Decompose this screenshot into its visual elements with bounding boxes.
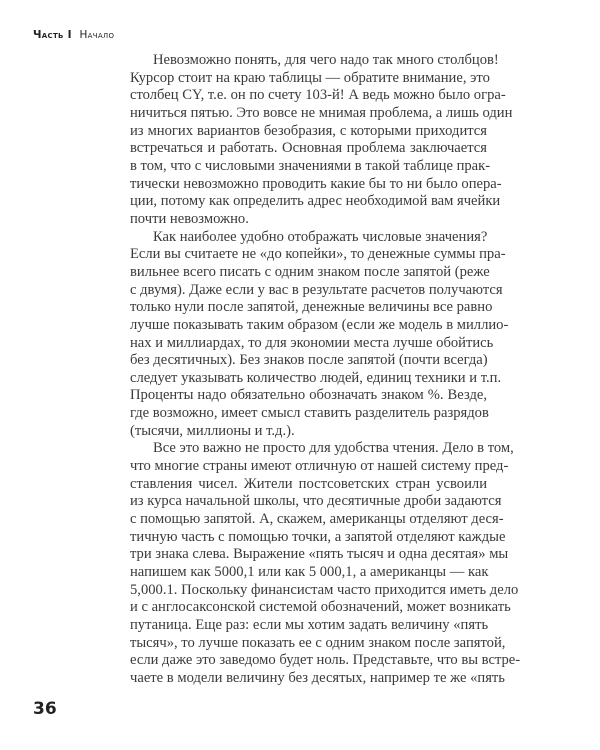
text-line: без десятичных). Без знаков после запятой (почти всегда): [130, 352, 488, 369]
text-line: (тысячи, миллионы и т.д.).: [130, 422, 295, 439]
text-line: ставления чисел. Жители постсоветских стран усвоили: [130, 475, 487, 492]
text-line: Проценты надо обязательно обозначать знаком %. Везде,: [130, 387, 487, 404]
paragraph: [130, 52, 513, 229]
text-line: Курсор стоит на краю таблицы — обратите внимание, это: [130, 69, 490, 86]
text-line: с помощью запятой. А, скажем, американцы отделяют деся-: [130, 511, 504, 528]
text-line: столбец CY, т.е. он по счету 103-й! А ведь можно было огра-: [130, 87, 506, 104]
part-label: Часть I: [33, 29, 72, 41]
text-line: Если вы считаете не «до копейки», то денежные суммы пра-: [130, 246, 506, 263]
text-line: путаница. Еще раз: если мы хотим задать величину «пять: [130, 617, 489, 633]
text-line: напишем как 5000,1 или как 5 000,1, а американцы — как: [130, 564, 489, 581]
paragraph: [130, 228, 509, 441]
text-line: тически невозможно проводить какие бы то ни было опера-: [130, 175, 502, 192]
text-line: Невозможно понять, для чего надо так много столбцов!: [153, 52, 499, 68]
text-line: 5,000.1. Поскольку финансистам часто приходится иметь дело: [130, 581, 519, 598]
text-line: чаете в модели величину без десятых, например те же «пять: [130, 669, 505, 686]
text-line: следует указывать количество людей, единиц техники и т.п.: [130, 369, 502, 386]
text-line: тысяч», то лучше показать ее с одним знаком после запятой,: [130, 634, 506, 651]
text-line: три знака слева. Выражение «пять тысяч и одна десятая» мы: [130, 546, 509, 563]
text-line: только нули после запятой, денежные величины все равно: [130, 299, 493, 316]
text-line: из многих вариантов безобразия, с которыми приходится: [130, 122, 487, 139]
text-line: вильнее всего писать с одним знаком после запятой (реже: [130, 263, 490, 280]
body-text: [130, 52, 521, 688]
text-line: встречаться и работать. Основная проблема заключается: [130, 140, 487, 157]
text-line: Как наиболее удобно отображать числовые значения?: [153, 228, 488, 245]
text-line: лучше показывать таким образом (если же модель в миллио-: [130, 316, 509, 333]
text-line: нах и миллиардах, то для экономии места лучше обойтись: [130, 334, 494, 351]
text-line: Все это важно не просто для удобства чтения. Дело в том,: [153, 440, 514, 457]
text-line: если даже это заведомо будет ноль. Представьте, что вы встре-: [130, 652, 521, 669]
running-head: [33, 29, 114, 41]
text-line: из курса начальной школы, что десятичные дроби задаются: [130, 493, 502, 510]
text-line: и с англосаксонской системой обозначений, может возникать: [130, 599, 511, 616]
text-line: почти невозможно.: [130, 210, 249, 227]
text-line: тичную часть с помощью точки, а запятой отделяют каждые: [130, 528, 506, 545]
text-line: ции, потому как определить адрес необходимой вам ячейки: [130, 193, 501, 210]
text-line: где возможно, имеет смысл ставить разделитель разрядов: [130, 405, 489, 422]
text-line: с двумя). Даже если у вас в результате расчетов получаются: [130, 281, 503, 298]
text-line: в том, что с числовыми значениями в такой таблице прак-: [130, 157, 491, 174]
page-number: 36: [33, 699, 57, 719]
chapter-label: Начало: [79, 29, 115, 41]
paragraph: [130, 440, 521, 687]
text-line: что многие страны имеют отличную от нашей систему пред-: [130, 458, 509, 475]
text-line: ничиться пятью. Это вовсе не мнимая проблема, а лишь один: [130, 104, 513, 121]
